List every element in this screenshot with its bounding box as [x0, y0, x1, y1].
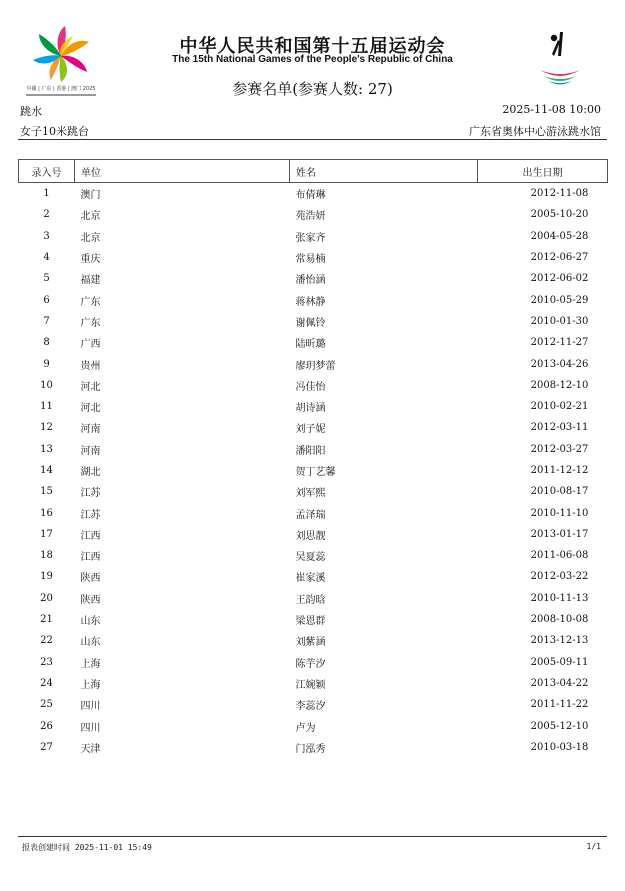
cell-name: 崔家溪: [295, 573, 326, 585]
cell-unit: 陕西: [80, 594, 101, 606]
cell-birthdate: 2013-04-26: [530, 358, 589, 370]
cell-name: 苑浩妍: [295, 211, 326, 223]
cell-name: 胡诗涵: [295, 403, 326, 415]
cell-entry-no: 19: [40, 571, 53, 583]
cell-name: 孟泽瑞: [295, 509, 326, 521]
cell-birthdate: 2011-06-08: [530, 550, 589, 562]
cell-name: 王韵晗: [295, 594, 326, 606]
col-header-unit: 单位: [75, 160, 290, 183]
cell-unit: 河南: [80, 445, 101, 457]
cell-unit: 四川: [80, 722, 101, 734]
table-row: [19, 247, 608, 268]
cell-name: 陆昕璐: [295, 339, 326, 351]
cell-birthdate: 2012-03-22: [530, 571, 589, 583]
cell-name: 刘军熙: [295, 488, 326, 500]
cell-birthdate: 2004-05-28: [530, 230, 589, 242]
cell-birthdate: 2010-11-13: [530, 592, 589, 604]
table-header-row: [19, 160, 608, 183]
cell-unit: 河北: [80, 403, 101, 415]
cell-entry-no: 15: [40, 486, 53, 498]
cell-entry-no: 16: [40, 507, 53, 519]
cell-birthdate: 2005-10-20: [530, 209, 589, 221]
cell-entry-no: 18: [40, 550, 53, 562]
entry-list-title: 参赛名单(参赛人数: 27): [232, 80, 393, 98]
page-number: 1/1: [586, 842, 601, 851]
cell-birthdate: 2005-09-11: [530, 656, 589, 668]
cell-name: 卢为: [295, 722, 316, 734]
cell-unit: 陕西: [80, 573, 101, 585]
cell-birthdate: 2011-11-22: [530, 699, 589, 711]
cell-unit: 四川: [80, 701, 101, 713]
cell-name: 梁恩群: [295, 616, 326, 628]
cell-birthdate: 2012-06-27: [530, 252, 589, 264]
cell-birthdate: 2012-06-02: [530, 273, 589, 285]
cell-entry-no: 21: [40, 614, 53, 626]
table-row: [19, 289, 608, 310]
cell-birthdate: 2010-03-18: [530, 741, 589, 753]
cell-birthdate: 2010-08-17: [530, 486, 589, 498]
cell-birthdate: 2013-01-17: [530, 528, 589, 540]
cell-birthdate: 2012-11-27: [530, 337, 589, 349]
table-row: [19, 566, 608, 587]
cell-unit: 上海: [80, 658, 101, 670]
cell-entry-no: 4: [43, 252, 50, 264]
table-row: [19, 226, 608, 247]
cell-entry-no: 10: [40, 379, 53, 391]
report-created-time: 报表创建时间 2025-11-01 15:49: [22, 843, 152, 852]
table-row: [19, 332, 608, 353]
games-title-en: The 15th National Games of the People's Republic of China: [172, 54, 453, 65]
cell-name: 布倩琳: [295, 190, 326, 202]
cell-birthdate: 2012-11-08: [530, 188, 589, 200]
cell-name: 陈芋汐: [295, 658, 326, 670]
table-row: [19, 183, 608, 205]
cell-name: 潘怡涵: [295, 275, 326, 287]
cell-birthdate: 2005-12-10: [530, 720, 589, 732]
cell-entry-no: 5: [43, 273, 50, 285]
cell-entry-no: 7: [43, 315, 50, 327]
cell-unit: 湖北: [80, 467, 101, 478]
cell-entry-no: 2: [43, 209, 50, 221]
cell-birthdate: 2010-05-29: [530, 294, 589, 306]
cell-unit: 山东: [80, 616, 101, 628]
col-header-entry-no: 录入号: [19, 160, 75, 183]
cell-birthdate: 2008-12-10: [530, 379, 589, 391]
cell-birthdate: 2010-11-10: [530, 507, 589, 519]
table-row: [19, 481, 608, 502]
cell-unit: 江西: [80, 530, 101, 542]
cell-birthdate: 2010-02-21: [530, 401, 589, 413]
cell-unit: 上海: [80, 679, 101, 691]
cell-unit: 北京: [80, 232, 101, 244]
table-row: [19, 524, 608, 545]
cell-name: 刘紫涵: [295, 637, 326, 649]
cell-birthdate: 2008-10-08: [530, 614, 589, 626]
cell-birthdate: 2013-12-13: [530, 635, 589, 647]
cell-unit: 河南: [80, 424, 101, 436]
table-row: [19, 375, 608, 396]
cell-unit: 福建: [80, 275, 101, 287]
cell-birthdate: 2013-04-22: [530, 677, 589, 689]
table-row: [19, 673, 608, 694]
cell-entry-no: 24: [40, 677, 53, 689]
event-datetime: 2025-11-08 10:00: [502, 103, 601, 116]
cell-entry-no: 22: [40, 635, 53, 647]
cell-unit: 澳门: [80, 190, 101, 202]
cell-unit: 山东: [80, 637, 101, 649]
cell-name: 谢佩铃: [295, 317, 326, 329]
logo-text: 中國 | 广东 | 香港 | 澳门 2025: [26, 86, 96, 92]
cell-name: 吴夏蕊: [295, 552, 326, 564]
cell-entry-no: 26: [40, 720, 53, 732]
cell-entry-no: 20: [40, 592, 53, 604]
event-name: 女子10米跳台: [20, 125, 89, 138]
cell-name: 刘子妮: [295, 424, 326, 436]
cell-unit: 北京: [80, 211, 101, 223]
table-row: [19, 396, 608, 417]
cell-entry-no: 13: [40, 443, 53, 455]
table-row: [19, 715, 608, 736]
cell-unit: 广东: [80, 317, 101, 329]
cell-birthdate: 2012-03-11: [530, 422, 589, 434]
cell-unit: 江苏: [80, 509, 101, 521]
games-title-cn: 中华人民共和国第十五届运动会: [179, 36, 446, 57]
cell-name: 蒋林静: [295, 296, 326, 308]
cell-name: 李蕊汐: [295, 701, 326, 713]
table-row: [19, 652, 608, 673]
cell-unit: 广西: [80, 339, 101, 351]
cell-unit: 河北: [80, 381, 101, 393]
table-row: [19, 737, 608, 758]
table-row: [19, 545, 608, 566]
cell-unit: 广东: [80, 296, 101, 308]
footer-divider: [18, 836, 607, 837]
entry-table: [18, 159, 608, 758]
sport-label: 跳水: [20, 105, 42, 118]
cell-entry-no: 8: [43, 337, 50, 349]
cell-entry-no: 11: [40, 401, 53, 413]
table-row: [19, 439, 608, 460]
venue-name: 广东省奥体中心游泳跳水馆: [469, 125, 601, 138]
cell-entry-no: 9: [43, 358, 50, 370]
table-row: [19, 630, 608, 651]
cell-birthdate: 2011-12-12: [530, 465, 589, 476]
table-row: [19, 609, 608, 630]
cell-unit: 贵州: [80, 360, 101, 372]
cell-name: 刘思靓: [295, 530, 326, 542]
table-row: [19, 353, 608, 374]
cell-name: 廖玥梦蕾: [295, 360, 336, 372]
cell-name: 江婉颖: [295, 679, 326, 691]
table-row: [19, 502, 608, 523]
table-row: [19, 417, 608, 438]
table-row: [19, 311, 608, 332]
col-header-name: 姓名: [290, 160, 478, 183]
table-row: [19, 694, 608, 715]
cell-entry-no: 3: [43, 230, 50, 242]
cell-entry-no: 27: [40, 741, 53, 753]
cell-name: 张家齐: [295, 232, 326, 244]
cell-name: 潘阳阳: [295, 445, 326, 457]
cell-entry-no: 14: [40, 465, 53, 476]
header-divider: [18, 139, 607, 140]
cell-name: 门泓秀: [295, 743, 326, 755]
cell-entry-no: 1: [43, 188, 50, 200]
cell-birthdate: 2012-03-27: [530, 443, 589, 455]
table-row: [19, 268, 608, 289]
cell-name: 贺丁艺馨: [295, 467, 336, 478]
cell-unit: 江西: [80, 552, 101, 564]
table-row: [19, 460, 608, 481]
cell-entry-no: 25: [40, 699, 53, 711]
cell-name: 冯佳怡: [295, 381, 326, 393]
col-header-birthdate: 出生日期: [478, 160, 608, 183]
cell-unit: 天津: [80, 743, 101, 755]
cell-entry-no: 12: [40, 422, 53, 434]
cell-unit: 重庆: [80, 254, 101, 266]
cell-entry-no: 17: [40, 528, 53, 540]
table-row: [19, 204, 608, 225]
cell-entry-no: 6: [43, 294, 50, 306]
cell-unit: 江苏: [80, 488, 101, 500]
cell-birthdate: 2010-01-30: [530, 315, 589, 327]
cell-entry-no: 23: [40, 656, 53, 668]
cell-name: 常易楠: [295, 254, 326, 266]
table-row: [19, 588, 608, 609]
